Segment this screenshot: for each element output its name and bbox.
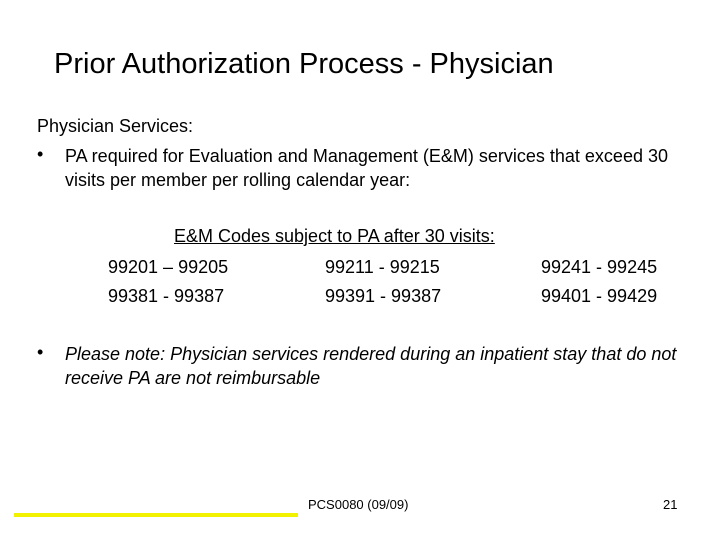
footer-document-code: PCS0080 (09/09) bbox=[308, 497, 409, 512]
slide-title: Prior Authorization Process - Physician bbox=[54, 48, 554, 80]
code-range: 99391 - 99387 bbox=[325, 286, 442, 306]
footer-accent-bar bbox=[14, 513, 298, 517]
code-range: 99201 – 99205 bbox=[108, 257, 229, 277]
page-number: 21 bbox=[663, 497, 678, 512]
bullet-marker: • bbox=[37, 342, 44, 362]
code-range: 99381 - 99387 bbox=[108, 286, 225, 306]
bullet-pa-required: PA required for Evaluation and Management (E&M) services that exceed 30 visits per member per rolling calendar year: bbox=[65, 146, 668, 190]
code-range: 99401 - 99429 bbox=[541, 286, 658, 306]
section-heading: Physician Services: bbox=[37, 116, 194, 136]
code-range: 99241 - 99245 bbox=[541, 257, 658, 277]
codes-title: E&M Codes subject to PA after 30 visits: bbox=[174, 226, 495, 246]
code-range: 99211 - 99215 bbox=[325, 257, 440, 277]
bullet-marker: • bbox=[37, 144, 44, 164]
bullet-please-note: Please note: Physician services rendered during an inpatient stay that do not receive PA are not reimbursable bbox=[65, 344, 677, 388]
